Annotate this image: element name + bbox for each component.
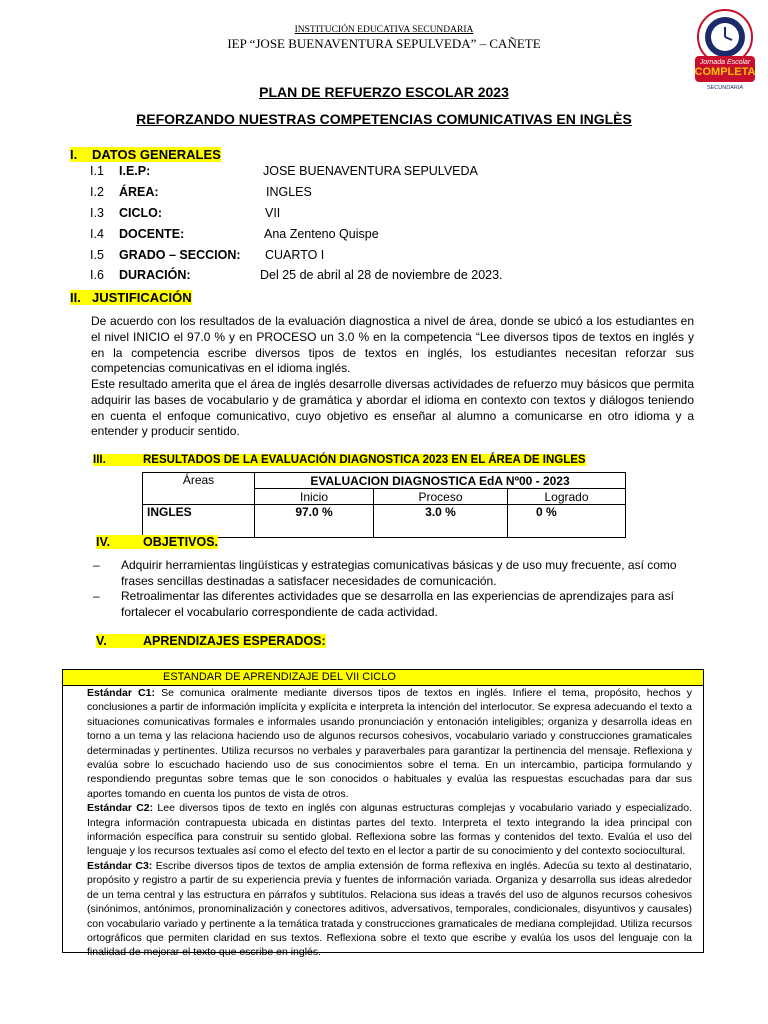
data-row bbox=[90, 206, 690, 226]
row-key: CICLO: bbox=[119, 206, 163, 220]
row-value: INGLES bbox=[266, 185, 312, 199]
section-5-number: V. bbox=[96, 634, 107, 648]
standard-label: Estándar C3: bbox=[87, 859, 153, 872]
institution-label: INSTITUCIÓN EDUCATIVA SECUNDARIA bbox=[294, 25, 474, 35]
data-row bbox=[90, 248, 690, 268]
table-row-label: INGLES bbox=[143, 505, 255, 538]
row-key: I.E.P: bbox=[119, 164, 151, 178]
logo-line3: SECUNDARIA bbox=[706, 85, 744, 91]
section-1-title: DATOS GENERALES bbox=[92, 147, 221, 162]
section-1-heading bbox=[70, 147, 221, 162]
row-number: I.5 bbox=[90, 248, 104, 262]
section-5-title: APRENDIZAJES ESPERADOS: bbox=[143, 634, 326, 648]
data-row bbox=[90, 227, 690, 247]
table-header-inicio: Inicio bbox=[255, 489, 374, 505]
standard-text: Se comunica oralmente mediante diversos tipos de textos en inglés. Infiere el tema, propósito, hechos y conclusiones a partir de información implícita y explícita e interpreta la intención del interlocutor. Se expresa adecuando el texto a situaciones comunicativas formales e informales usando pronunciación y entonación inteligibles; organiza y desarrolla ideas en torno a un tema y las relaciona haciendo uso de algunos recursos cohesivos, vocabulario variado y construcciones gramaticales determinadas y pertinentes. Utiliza recursos no verbales y paraverbales para garantizar la pertinencia del mensaje. Reflexiona y evalúa sobre lo escuchado haciendo uso de sus conocimientos sobre el tema. En un intercambio, participa formulando y respondiendo preguntas sobre temas que le son conocidos o habituales y evalúa las respuestas escuchadas para dar sus aportes tomando en cuenta los puntos de vista de otros. bbox=[87, 687, 692, 800]
row-number: I.2 bbox=[90, 185, 104, 199]
justification-paragraph-2: Este resultado amerita que el área de inglés desarrolle diversas actividades de refuerzo muy básicos que permita adquirir las bases de vocabulario y de gramática y abordar el idioma en contexto con textos y diálogos teniendo en cuenta el enfoque comunicativo, cuyo objetivo es enseñar al alumno a comunicarse en otro idioma y a entender y producir sentido. bbox=[91, 377, 694, 439]
school-name: IEP “JOSE BUENAVENTURA SEPULVEDA” – CAÑETE bbox=[227, 36, 541, 51]
section-3-title: RESULTADOS DE LA EVALUACIÓN DIAGNOSTICA 2023 EN EL ÁREA DE INGLES bbox=[143, 454, 586, 466]
row-value: VII bbox=[265, 206, 281, 220]
data-row bbox=[90, 268, 690, 288]
objective-text: Retroalimentar las diferentes actividades que se desarrolla en las experiencias de aprendizajes para así fortalecer el vocabulario correspondiente de cada actividad. bbox=[121, 589, 674, 619]
standard-c2 bbox=[87, 801, 692, 859]
row-number: I.6 bbox=[90, 268, 104, 282]
data-row bbox=[90, 164, 690, 184]
section-4-heading bbox=[96, 535, 218, 549]
standard-text: Escribe diversos tipos de textos de amplia extensión de forma reflexiva en inglés. Adecúa su texto al destinatario, propósito y registro a partir de su experiencia previa y fuentes de información variada. Organiza y desarrolla sus ideas alrededor de un tema central y las estructura en párrafos y subtítulos. Relaciona sus ideas a través del uso de algunos recursos cohesivos (sinónimos, antónimos, pronominalización y conectores aditivos, adversativos, temporales, condicionales, disyuntivos y causales) con vocabulario variado y pertinente a la temática tratada y construcciones gramaticales de mediana complejidad. Utiliza recursos ortográficos que permiten claridad en sus textos. Reflexiona sobre el texto que escribe y evalúa los usos del lenguaje con la finalidad de mejorar el texto que escribe en inglés. bbox=[87, 859, 692, 959]
standard-label: Estándar C2: bbox=[87, 802, 154, 815]
section-2-number: II. bbox=[70, 290, 81, 305]
section-2-title: JUSTIFICACIÓN bbox=[92, 290, 192, 305]
table-header-logrado: Logrado bbox=[508, 489, 626, 505]
standard-label: Estándar C1: bbox=[87, 687, 155, 699]
row-value: Ana Zenteno Quispe bbox=[264, 227, 379, 241]
logo-line2: COMPLETA bbox=[694, 66, 756, 78]
table-header-areas: Áreas bbox=[143, 473, 255, 505]
row-key: ÁREA: bbox=[119, 185, 159, 199]
row-number: I.4 bbox=[90, 227, 104, 241]
row-number: I.1 bbox=[90, 164, 104, 178]
standards-body bbox=[63, 686, 703, 960]
table-cell-proceso: 3.0 % bbox=[374, 505, 508, 538]
table-header-proceso: Proceso bbox=[374, 489, 508, 505]
section-4-title: OBJETIVOS. bbox=[143, 535, 219, 549]
section-5-heading bbox=[96, 634, 326, 648]
row-number: I.3 bbox=[90, 206, 104, 220]
row-value: CUARTO I bbox=[265, 248, 325, 262]
list-item: – Retroalimentar las diferentes actividades que se desarrolla en las experiencias de aprendizajes para así fortalecer el vocabulario correspondiente de cada actividad. bbox=[93, 589, 674, 619]
standard-c3 bbox=[87, 859, 692, 960]
data-row bbox=[90, 185, 690, 205]
objective-text: Adquirir herramientas lingüísticas y estrategias comunicativas básicas y de uso muy frecuente, así como frases sencillas destinadas a satisfacer necesidades de comunicación. bbox=[121, 558, 677, 588]
diagnostic-results-table bbox=[142, 472, 626, 538]
learning-standards-box bbox=[62, 669, 704, 959]
standard-text: Lee diversos tipos de texto en inglés con algunas estructuras complejas y vocabulario variado y especializado. Integra información contrapuesta ubicada en distintas partes del texto. Interpreta el texto integrando la idea principal con información específica para construir su sentido global. Reflexiona sobre las formas y contenidos del texto. Evalúa el uso del lenguaje y los recursos textuales así como el efecto del texto en el lector a partir de su conocimiento y del contexto sociocultural. bbox=[87, 802, 692, 858]
row-key: GRADO – SECCION: bbox=[119, 248, 241, 262]
standards-box-title: ESTANDAR DE APRENDIZAJE DEL VII CICLO bbox=[63, 670, 703, 686]
table-cell-logrado: 0 % bbox=[508, 505, 626, 538]
section-2-heading bbox=[70, 290, 192, 305]
document-subtitle: REFORZANDO NUESTRAS COMPETENCIAS COMUNICATIVAS EN INGLÈS bbox=[136, 111, 632, 127]
row-key: DOCENTE: bbox=[119, 227, 185, 241]
logo-line1: Jornada Escolar bbox=[699, 59, 751, 66]
justification-paragraph-1: De acuerdo con los resultados de la evaluación diagnostica a nivel de área, donde se ubicó a los estudiantes en el nivel INICIO el 97.0 % y en PROCESO un 3.0 % en la competencia “Lee diversos tipos de textos en inglés y en la competencia escribe diversos tipos de textos en inglés, los estudiantes necesitan reforzar sus competencias comunicativas en el idioma inglés. bbox=[91, 314, 694, 376]
row-value: JOSE BUENAVENTURA SEPULVEDA bbox=[263, 164, 478, 178]
row-value: Del 25 de abril al 28 de noviembre de 2023. bbox=[260, 268, 503, 282]
section-3-heading bbox=[93, 454, 586, 466]
table-header-group: EVALUACION DIAGNOSTICA EdA Nº00 - 2023 bbox=[255, 473, 626, 489]
table-cell-inicio: 97.0 % bbox=[255, 505, 374, 538]
document-title: PLAN DE REFUERZO ESCOLAR 2023 bbox=[259, 84, 509, 100]
jornada-escolar-completa-logo bbox=[685, 4, 765, 94]
section-3-number: III. bbox=[93, 454, 106, 466]
section-4-number: IV. bbox=[96, 535, 111, 549]
list-item: – Adquirir herramientas lingüísticas y estrategias comunicativas básicas y de uso muy frecuente, así como frases sencillas destinadas a satisfacer necesidades de comunicación. bbox=[93, 558, 677, 588]
objectives-list bbox=[93, 558, 703, 620]
section-1-number: I. bbox=[70, 147, 78, 162]
row-key: DURACIÓN: bbox=[119, 268, 191, 282]
standard-c1 bbox=[87, 686, 692, 801]
